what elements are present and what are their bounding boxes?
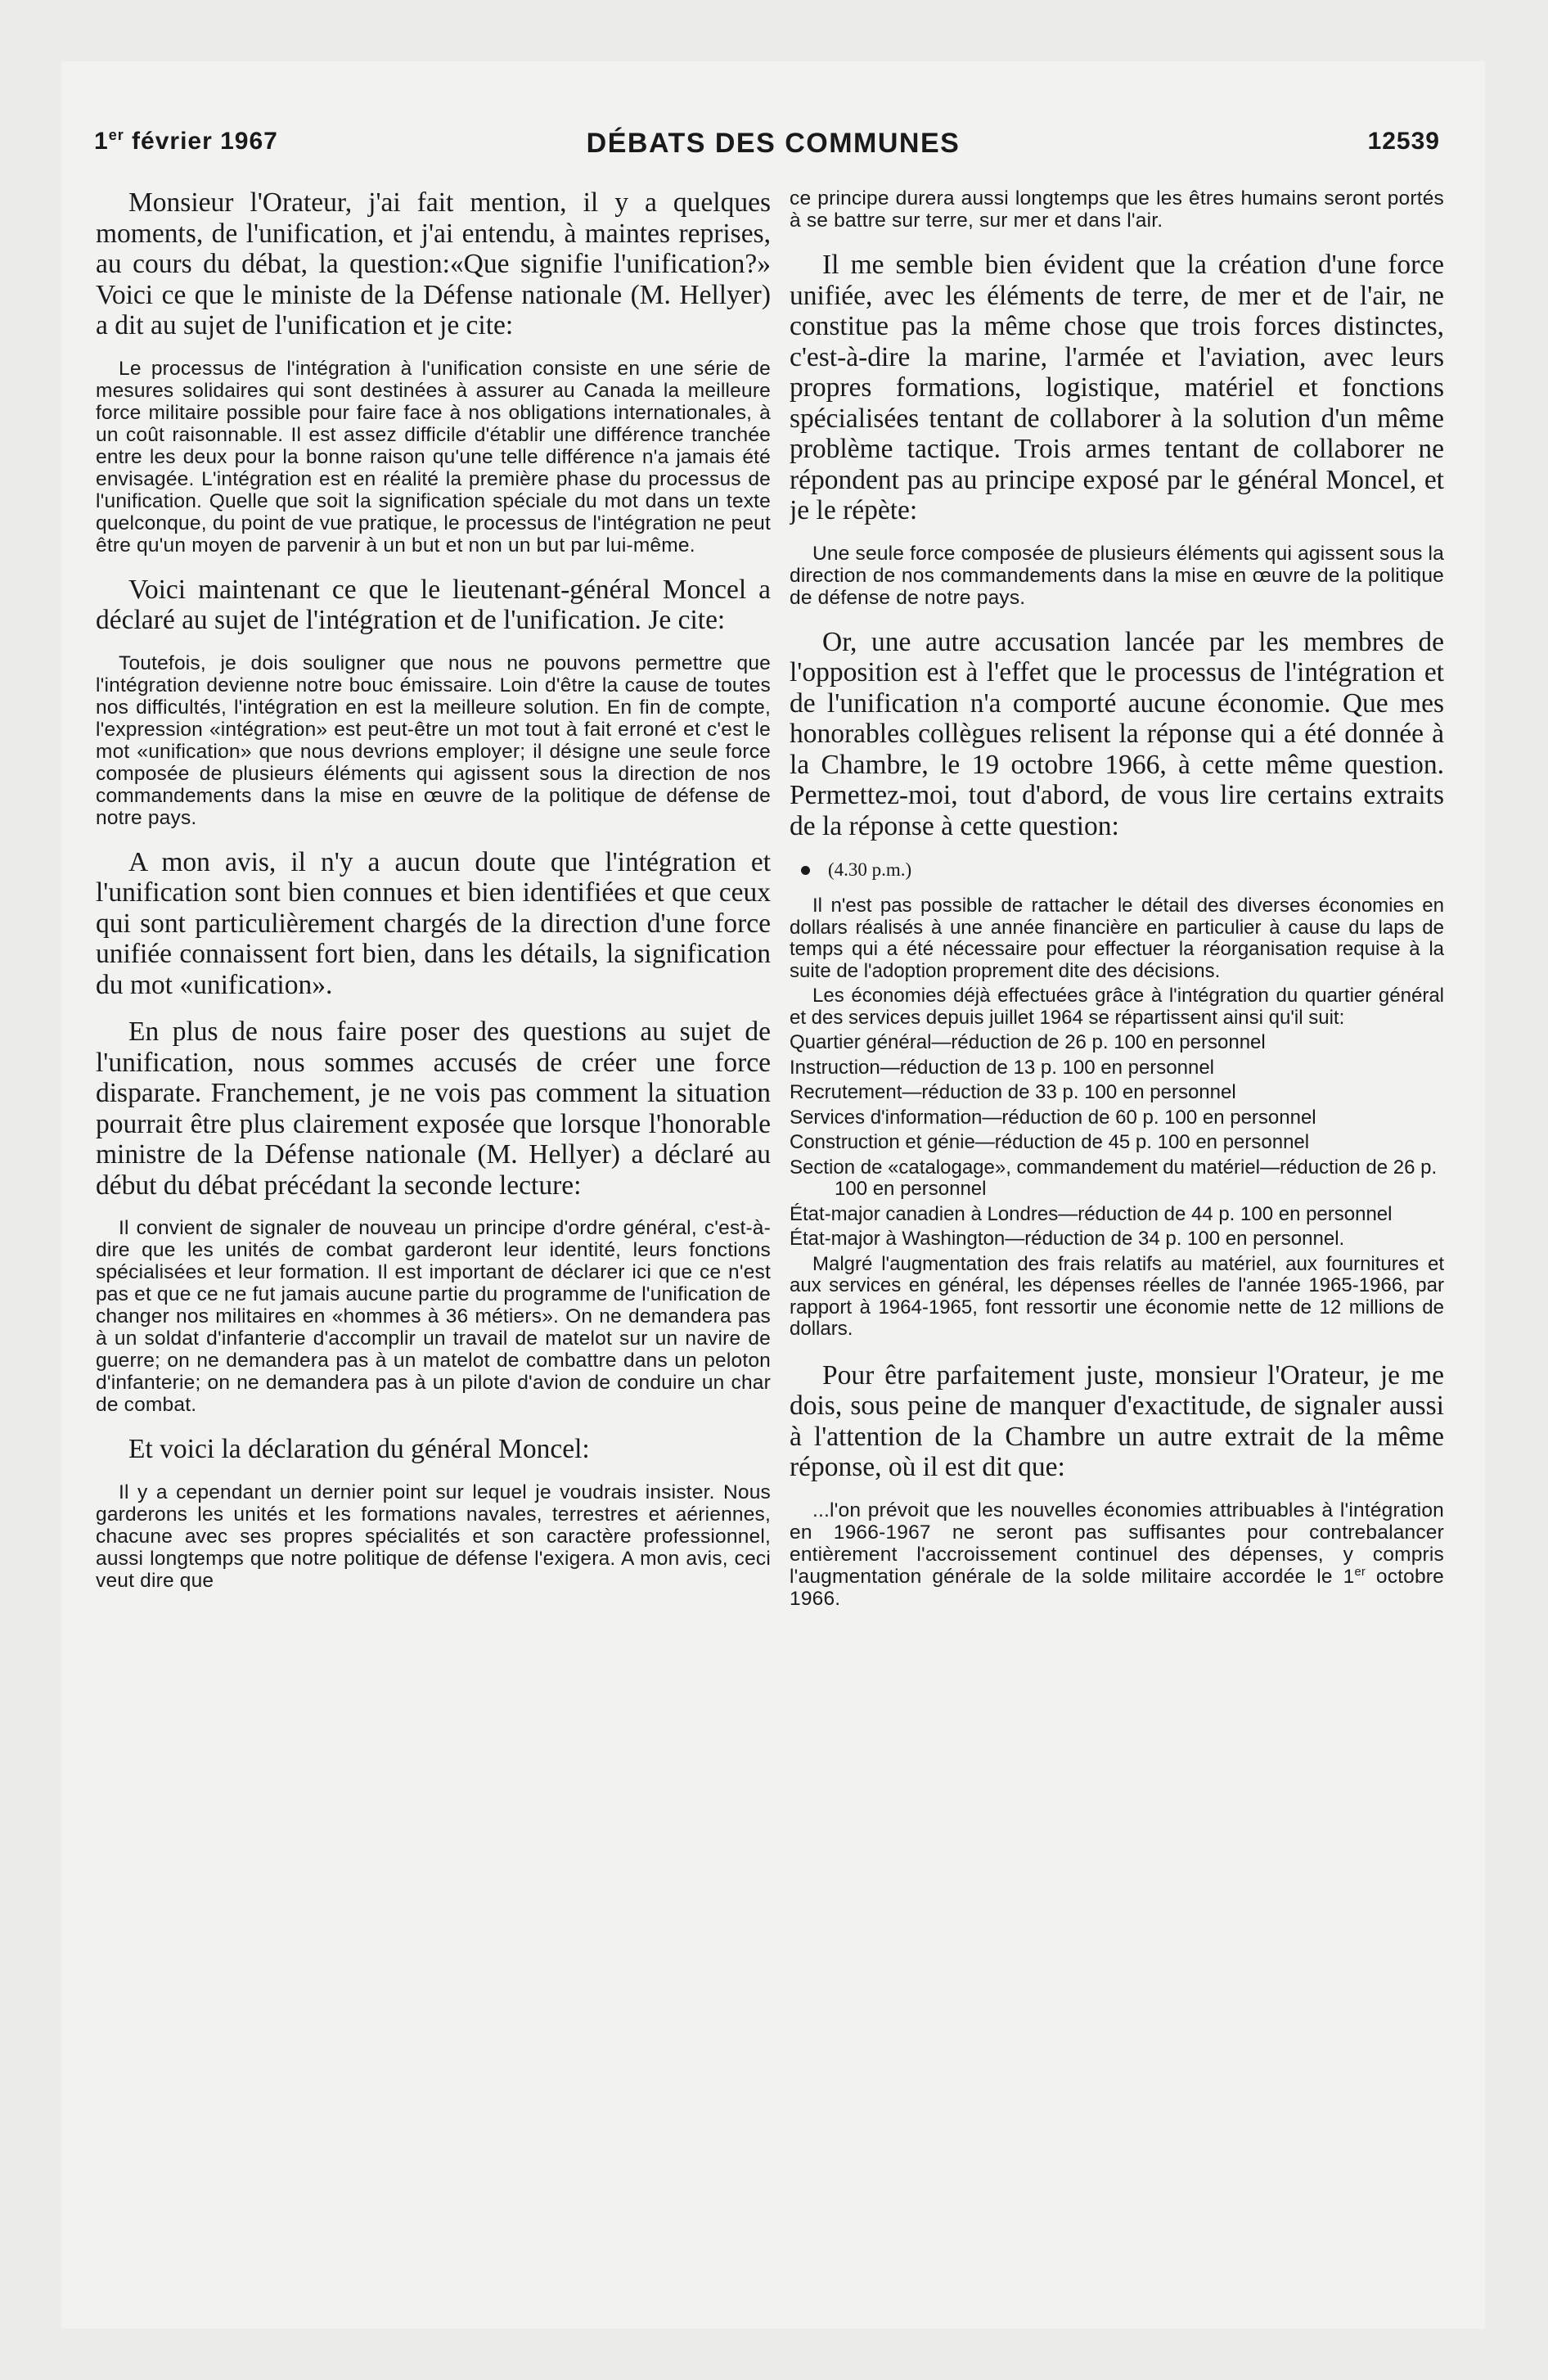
list-item: État-major à Washington—réduction de 34 p. 100 en personnel. — [790, 1228, 1345, 1250]
quotation: Il n'est pas possible de rattacher le détail des diverses économies en dollars réalisés à une année financière en particulier à cause du laps de temps qui a été nécessaire pour effectuer la réorganisation requise à la suite de l'adoption proprement dite des décisions. — [790, 895, 1444, 982]
header-page-number: 12539 — [1367, 128, 1440, 155]
time-marker — [790, 858, 1444, 882]
quotation: ce principe durera aussi longtemps que les êtres humains seront portés à se battre sur terre, sur mer et dans l'air. — [790, 187, 1444, 232]
quotation-text: ...l'on prévoit que les nouvelles économies attribuables à l'intégration en 1966-1967 ne seront pas suffisantes pour contrebalancer entièrement l'accroissement continuel des dépenses, y compris l'augmentation générale de la solde militaire accordée le 1 — [790, 1499, 1444, 1588]
paragraph: Monsieur l'Orateur, j'ai fait mention, il y a quelques moments, de l'unification, et j'ai entendu, à maintes reprises, au cours du débat, la question:«Que signifie l'unification?» Voici ce que le ministe de la Défense nationale (M. Hellyer) a dit au sujet de l'unification et je cite: — [96, 187, 771, 340]
right-column — [790, 187, 1444, 2315]
quotation-end: octobre 1966. — [790, 1565, 1444, 1610]
header-date-day: 1 — [94, 128, 109, 155]
paragraph: Voici maintenant ce que le lieutenant-général Moncel a déclaré au sujet de l'intégration et de l'unification. Je cite: — [96, 574, 771, 635]
list-item: Construction et génie—réduction de 45 p. 100 en personnel — [790, 1131, 1310, 1153]
paragraph: Pour être parfaitement juste, monsieur l'Orateur, je me dois, sous peine de manquer d'exactitude, de signaler aussi à l'attention de la Chambre un autre extrait de la même réponse, où il est dit que: — [790, 1359, 1444, 1482]
header-date-rest: février 1967 — [124, 128, 278, 155]
paragraph: En plus de nous faire poser des questions au sujet de l'unification, nous sommes accusés de créer une force disparate. Franchement, je ne vois pas comment la situation pourrait être plus clairement exposée que lorsque l'honorable ministre de la Défense nationale (M. Hellyer) a déclaré au début du débat précédant la seconde lecture: — [96, 1016, 771, 1201]
quotation — [790, 1499, 1444, 1610]
bullet-icon — [801, 866, 810, 875]
quotation: Le processus de l'intégration à l'unification consiste en une série de mesures solidaires qui sont destinées à assurer au Canada la meilleure force militaire possible pour faire face à nos obligations internationales, à un coût raisonnable. Il est assez difficile d'établir une différence tranchée entre les deux pour la bonne raison qu'une telle différence n'a jamais été envisagée. L'intégration est en réalité la première phase du processus de l'unification. Quelle que soit la signification spéciale du mot dans un texte quelconque, du point de vue pratique, le processus de l'intégration ne peut être qu'un moyen de parvenir à un but et non un but par lui-même. — [96, 357, 771, 557]
header-title: DÉBATS DES COMMUNES — [586, 128, 961, 159]
quotation-sup: er — [1354, 1565, 1366, 1579]
page-header — [61, 128, 1485, 164]
list-item: Section de «catalogage», commandement du matériel—réduction de 26 p. 100 en personnel — [790, 1156, 1438, 1200]
quotation: Il y a cependant un dernier point sur lequel je voudrais insister. Nous garderons les unités et les formations navales, terrestres et aériennes, chacune avec ses propres spécialités et son caractère professionnel, aussi longtemps que notre politique de défense l'exigera. A mon avis, ceci veut dire que — [96, 1481, 771, 1592]
list-item: Services d'information—réduction de 60 p. 100 en personnel — [790, 1106, 1316, 1129]
list-item: Recrutement—réduction de 33 p. 100 en personnel — [790, 1081, 1236, 1103]
list-item: État-major canadien à Londres—réduction de 44 p. 100 en personnel — [790, 1202, 1393, 1225]
quotation: Toutefois, je dois souligner que nous ne pouvons permettre que l'intégration devienne notre bouc émissaire. Loin d'être la cause de toutes nos difficultés, l'intégration en est la meilleure solution. En fin de compte, l'expression «intégration» est peut-être un mot tout à fait erroné et c'est le mot «unification» que nous devrions employer; il désigne une seule force composée de plusieurs éléments qui agissent sous la direction de nos commandements dans la mise en œuvre de la politique de défense de notre pays. — [96, 651, 771, 829]
document-page — [61, 61, 1485, 2328]
quotation: Les économies déjà effectuées grâce à l'intégration du quartier général et des services depuis juillet 1964 se répartissent ainsi qu'il suit: — [790, 985, 1444, 1029]
paragraph: A mon avis, il n'y a aucun doute que l'intégration et l'unification sont bien connues et bien identifiées et que ceux qui sont particulièrement chargés de la direction d'une force unifiée connaissent fort bien, dans les détails, la signification du mot «unification». — [96, 846, 771, 1000]
quotation: Il convient de signaler de nouveau un principe d'ordre général, c'est-à-dire que les unités de combat garderont leur identité, leurs fonctions spécialisées et leur formation. Il est important de déclarer ici que ce n'est pas et que ce ne fut jamais aucune partie du programme de l'unification de changer nos militaires en «hommes à 36 métiers». On ne demandera pas à un soldat d'infanterie d'accomplir un travail de matelot sur un navire de guerre; on ne demandera pas à un matelot de combattre dans un peloton d'infanterie; on ne demandera pas à un pilote d'avion de conduire un char de combat. — [96, 1217, 771, 1416]
quotation: Malgré l'augmentation des frais relatifs au matériel, aux fournitures et aux services en général, les dépenses réelles de l'année 1965-1966, par rapport à 1964-1965, font ressortir une économie nette de 12 millions de dollars. — [790, 1252, 1444, 1340]
time-text: (4.30 p.m.) — [828, 859, 912, 880]
paragraph: Or, une autre accusation lancée par les membres de l'opposition est à l'effet que le processus de l'intégration et de l'unification n'a comporté aucune économie. Que mes honorables collègues relisent la réponse qui a été donnée à la Chambre, le 19 octobre 1966, à cette même question. Permettez-moi, tout d'abord, de vous lire certains extraits de la réponse à cette question: — [790, 626, 1444, 841]
list-item: Instruction—réduction de 13 p. 100 en personnel — [790, 1056, 1215, 1079]
left-column — [96, 187, 771, 2315]
quotation: Une seule force composée de plusieurs éléments qui agissent sous la direction de nos commandements dans la mise en œuvre de la politique de défense de notre pays. — [790, 542, 1444, 609]
paragraph: Il me semble bien évident que la création d'une force unifiée, avec les éléments de terre, de mer et de l'air, ne constitue pas la même chose que trois forces distinctes, c'est-à-dire la marine, l'armée et l'aviation, avec leurs propres formations, logistique, matériel et fonctions spécialisées tentant de collaborer à la solution d'un même problème tactique. Trois armes tentant de collaborer ne répondent pas au principe exposé par le général Moncel, et je le répète: — [790, 250, 1444, 525]
paragraph: Et voici la déclaration du général Moncel: — [128, 1434, 590, 1464]
list-item: Quartier général—réduction de 26 p. 100 en personnel — [790, 1031, 1266, 1053]
header-date-sup: er — [108, 127, 124, 143]
